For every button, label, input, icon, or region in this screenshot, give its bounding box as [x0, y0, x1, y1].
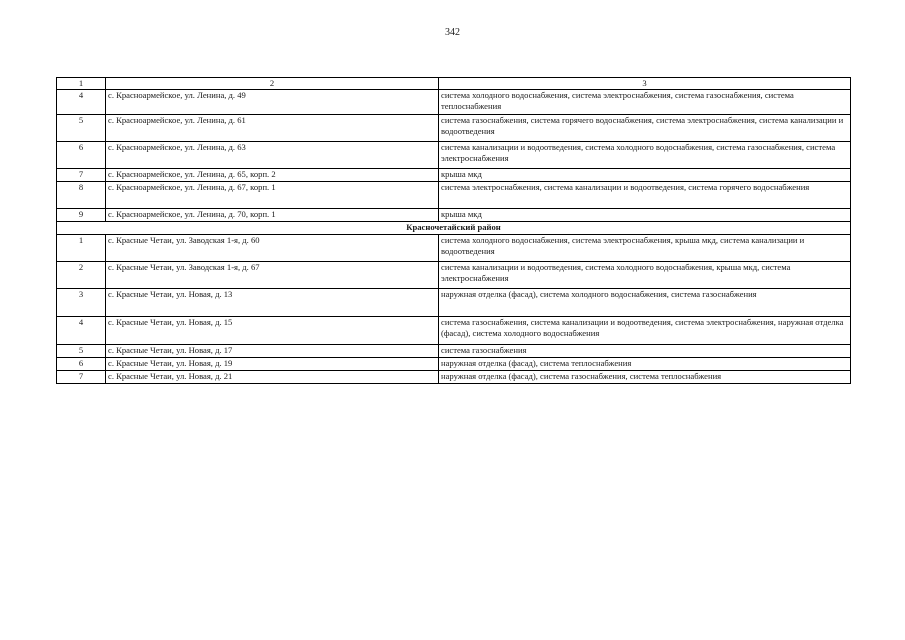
row-systems: система холодного водоснабжения, система электроснабжения, крыша мкд, система канализации и водоотведения — [439, 235, 851, 262]
row-number: 5 — [57, 345, 106, 358]
table-header-row — [57, 78, 851, 90]
table-row — [57, 371, 851, 384]
row-address: с. Красные Четаи, ул. Новая, д. 19 — [106, 358, 439, 371]
row-number: 6 — [57, 142, 106, 169]
objects-table — [56, 77, 851, 384]
header-cell: 1 — [57, 78, 106, 90]
row-systems: наружная отделка (фасад), система теплоснабжения — [439, 358, 851, 371]
row-systems: система канализации и водоотведения, система холодного водоснабжения, система газоснабжения, система электроснабжения — [439, 142, 851, 169]
table-row — [57, 358, 851, 371]
row-address: с. Красные Четаи, ул. Новая, д. 15 — [106, 317, 439, 345]
row-systems: система газоснабжения — [439, 345, 851, 358]
table-row — [57, 209, 851, 222]
row-address: с. Красные Четаи, ул. Заводская 1-я, д. 67 — [106, 262, 439, 289]
row-address: с. Красноармейское, ул. Ленина, д. 49 — [106, 90, 439, 115]
row-address: с. Красные Четаи, ул. Новая, д. 21 — [106, 371, 439, 384]
table-row — [57, 169, 851, 182]
table-row — [57, 235, 851, 262]
header-cell: 3 — [439, 78, 851, 90]
row-systems: крыша мкд — [439, 169, 851, 182]
row-address: с. Красные Четаи, ул. Новая, д. 17 — [106, 345, 439, 358]
row-number: 4 — [57, 317, 106, 345]
row-number: 7 — [57, 371, 106, 384]
row-address: с. Красноармейское, ул. Ленина, д. 67, корп. 1 — [106, 182, 439, 209]
row-number: 8 — [57, 182, 106, 209]
row-number: 3 — [57, 289, 106, 317]
row-systems: система газоснабжения, система горячего водоснабжения, система электроснабжения, система канализации и водоотведения — [439, 115, 851, 142]
row-number: 9 — [57, 209, 106, 222]
header-cell: 2 — [106, 78, 439, 90]
row-systems: наружная отделка (фасад), система газоснабжения, система теплоснабжения — [439, 371, 851, 384]
row-number: 2 — [57, 262, 106, 289]
table-row — [57, 182, 851, 209]
row-number: 1 — [57, 235, 106, 262]
table-row — [57, 262, 851, 289]
row-address: с. Красноармейское, ул. Ленина, д. 63 — [106, 142, 439, 169]
row-address: с. Красные Четаи, ул. Новая, д. 13 — [106, 289, 439, 317]
row-number: 6 — [57, 358, 106, 371]
row-systems: наружная отделка (фасад), система холодного водоснабжения, система газоснабжения — [439, 289, 851, 317]
row-number: 7 — [57, 169, 106, 182]
row-systems: система холодного водоснабжения, система электроснабжения, система газоснабжения, система теплоснабжения — [439, 90, 851, 115]
row-systems: система канализации и водоотведения, система холодного водоснабжения, крыша мкд, система электроснабжения — [439, 262, 851, 289]
row-address: с. Красноармейское, ул. Ленина, д. 65, корп. 2 — [106, 169, 439, 182]
table-row — [57, 115, 851, 142]
row-number: 4 — [57, 90, 106, 115]
row-systems: система газоснабжения, система канализации и водоотведения, система электроснабжения, наружная отделка (фасад), система холодного водоснабжения — [439, 317, 851, 345]
table-row — [57, 345, 851, 358]
row-address: с. Красноармейское, ул. Ленина, д. 61 — [106, 115, 439, 142]
row-address: с. Красноармейское, ул. Ленина, д. 70, корп. 1 — [106, 209, 439, 222]
table-row — [57, 142, 851, 169]
row-systems: крыша мкд — [439, 209, 851, 222]
row-systems: система электроснабжения, система канализации и водоотведения, система горячего водоснабжения — [439, 182, 851, 209]
table-row — [57, 90, 851, 115]
row-number: 5 — [57, 115, 106, 142]
section-row — [57, 222, 851, 235]
section-title: Красночетайский район — [57, 222, 851, 235]
table-row — [57, 317, 851, 345]
page-number: 342 — [445, 27, 460, 38]
row-address: с. Красные Четаи, ул. Заводская 1-я, д. 60 — [106, 235, 439, 262]
table-row — [57, 289, 851, 317]
